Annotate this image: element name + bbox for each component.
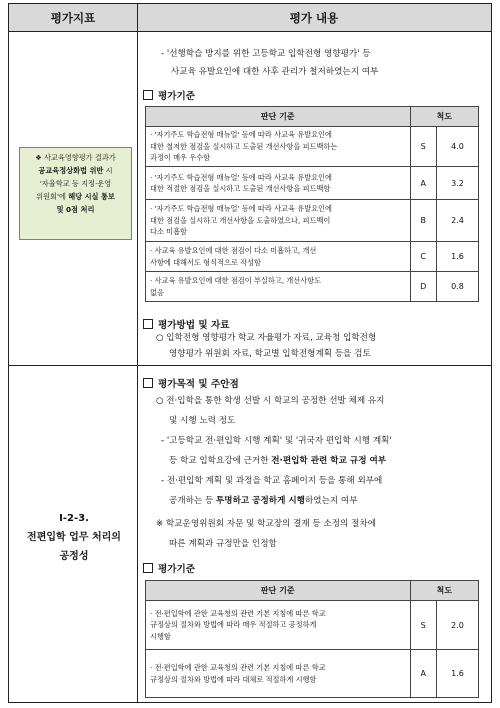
criteria-row: · 전·편입학에 관한 교육청의 관련 기본 지침에 따른 학교 규정상의 절차와 방법에 따라 매우 적절하고 공정하게 시행함 S 2.0 [146, 601, 479, 650]
purpose-heading: 평가목적 및 주안점 [143, 376, 239, 390]
grade: D [410, 272, 436, 302]
column-divider [137, 4, 138, 702]
grade: B [410, 200, 436, 242]
note-line: 따른 계획과 규정만을 인정함 [169, 539, 277, 549]
purpose-line: - 전·편입학 계획 및 과정을 학교 홈페이지 등을 통해 외부에 [161, 476, 383, 486]
criteria-row: · '자기주도 학습전형 매뉴얼' 등에 따라 사교육 유발요인에 대한 적절한 점검을 실시하고 도출된 개선사항을 피드백함 A 3.2 [146, 167, 479, 200]
criteria-row: · '자기주도 학습전형 매뉴얼' 등에 따라 사교육 유발요인에 대한 점검을 실시하고 개선사항을 도출하였으나, 피드백이 다소 미흡함 B 2.4 [146, 200, 479, 242]
criteria-col-header: 판단 기준 [146, 107, 411, 127]
method-heading: 평가방법 및 자료 [143, 317, 230, 331]
notice-line: '자율학교 등 지정·운영 [39, 179, 112, 188]
intro-line: 사교육 유발요인에 대한 사후 관리가 철저하였는지 여부 [171, 67, 379, 77]
criteria-heading: 평가기준 [143, 88, 195, 102]
criteria-row: · '자기주도 학습전형 매뉴얼' 등에 따라 사교육 유발요인에 대한 철저한 점검을 실시하고 도출된 개선사항을 피드백하는 과정이 매우 우수함 S 4.0 [146, 127, 479, 167]
header-content: 평가 내용 [137, 4, 491, 32]
evaluation-table [8, 3, 492, 703]
indicator-title: Ⅰ-2-3. 전편입학 업무 처리의 공정성 [27, 513, 121, 562]
criteria-heading: 평가기준 [143, 561, 195, 575]
notice-emphasis: 해당 시실 통보 [68, 192, 115, 201]
criteria-table [145, 106, 479, 302]
score: 1.6 [436, 242, 478, 272]
purpose-line: 및 시행 노력 정도 [169, 416, 236, 426]
scale-col-header: 척도 [410, 581, 479, 601]
grade: S [410, 601, 436, 650]
violation-notice-box [19, 147, 132, 240]
intro-line: - '선행학습 방지를 위한 고등학교 입학전형 영향평가' 등 [161, 49, 371, 59]
purpose-line: - '고등학교 전·편입학 시행 계획' 및 '귀국자 편입학 시행 계획' [161, 436, 392, 446]
checkbox-icon [143, 90, 153, 100]
method-line: ○ 입학전형 영향평가 학교 자율평가 자료, 교육청 입학전형 [156, 333, 377, 343]
score: 3.2 [436, 167, 478, 200]
criteria-row: · 전·편입학에 관한 교육청의 관련 기본 지침에 따른 학교 규정상의 절차와 방법에 따라 대체로 적절하게 시행함 A 1.6 [146, 650, 479, 698]
criteria-row: · 사교육 유발요인에 대한 점검이 다소 미흡하고, 개선 사항에 대해서도 형식적으로 작성함 C 1.6 [146, 242, 479, 272]
note-line: ※ 학교운영위원회 자문 및 학교장의 결재 등 소정의 절차에 [156, 519, 376, 529]
notice-text: 시 [103, 166, 113, 175]
grade: S [410, 127, 436, 167]
grade: A [410, 167, 436, 200]
notice-emphasis: 및 0점 처리 [56, 205, 95, 214]
method-line: 영향평가 위원회 자료, 학교별 입학전형계획 등을 검토 [169, 349, 371, 359]
grade: A [410, 650, 436, 698]
notice-emphasis: 공교육정상화법 위반 [38, 166, 104, 175]
checkbox-icon [143, 319, 153, 329]
header-indicator: 평가지표 [9, 4, 137, 32]
notice-line: ❖ 사교육영향평가 결과가 [35, 153, 116, 162]
score: 4.0 [436, 127, 478, 167]
grade: C [410, 242, 436, 272]
score: 2.4 [436, 200, 478, 242]
scale-col-header: 척도 [410, 107, 479, 127]
criteria-table [145, 580, 479, 698]
checkbox-icon [143, 378, 153, 388]
score: 0.8 [436, 272, 478, 302]
purpose-line: 공개하는 등 투명하고 공정하게 시행하였는지 여부 [169, 496, 358, 506]
score: 1.6 [436, 650, 478, 698]
purpose-line: 등 학교 입학요강에 근거한 전·편입학 관련 학교 규정 여부 [169, 456, 387, 466]
checkbox-icon [143, 563, 153, 573]
row-divider [9, 365, 491, 366]
criteria-row: · 사교육 유발요인에 대한 점검이 부실하고, 개선사항도 없음 D 0.8 [146, 272, 479, 302]
notice-text: 위원회'에 [36, 192, 69, 201]
purpose-line: ○ 전·입학을 통한 학생 선발 시 학교의 공정한 선발 체제 유지 [156, 396, 385, 406]
criteria-col-header: 판단 기준 [146, 581, 411, 601]
score: 2.0 [436, 601, 478, 650]
